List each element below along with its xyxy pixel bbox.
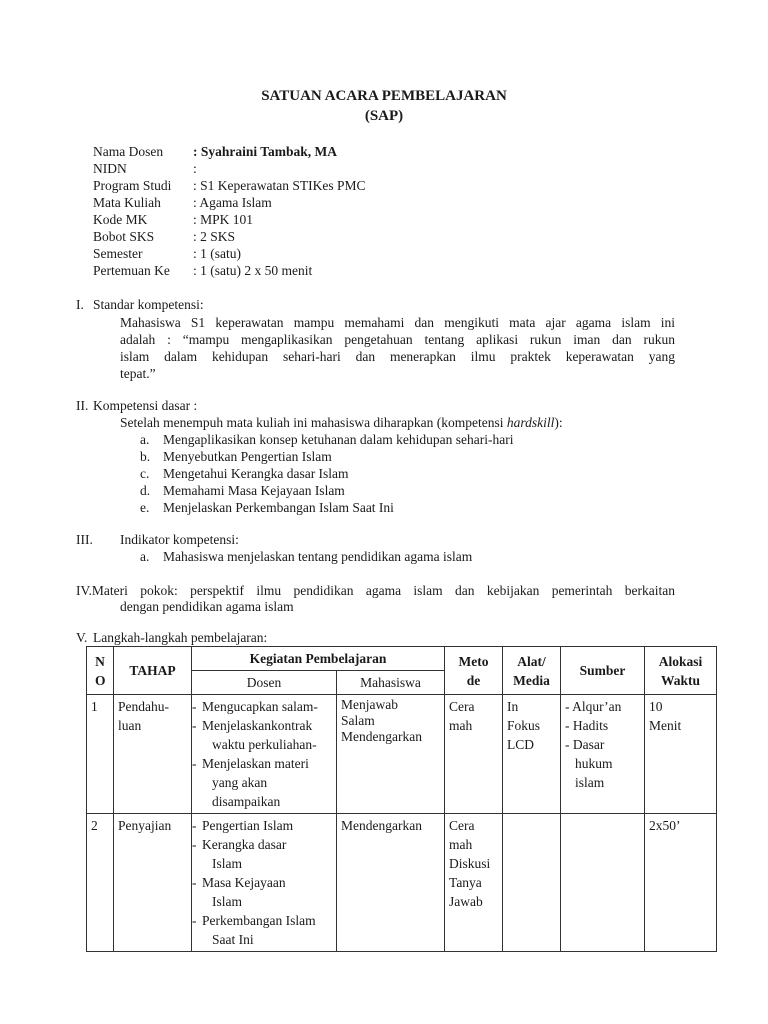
intro-text: Setelah menempuh mata kuliah ini mahasiswa diharapkan (kompetensi [120,415,507,430]
cell-sumber [561,814,645,952]
cell-no: 1 [87,695,114,814]
dash-item [196,816,332,835]
cell-line: waktu perkuliahan- [212,737,317,752]
cell-line: Pengertian Islam [202,818,294,833]
list-item: Mahasiswa menjelaskan tentang pendidikan agama islam [163,549,473,564]
list-letter: b. [140,449,151,464]
cell-line: Menit [649,718,682,733]
cell-line: Hadits [572,718,609,733]
meta-value: : 1 (satu) 2 x 50 menit [193,263,313,278]
dash-item [196,754,332,811]
dash-item [196,697,332,716]
intro-italic: hardskill [506,415,555,430]
paragraph-line: Mahasiswa S1 keperawatan mampu memahami dan mengikuti mata ajar agama islam ini [120,315,675,330]
meta-value: : 2 SKS [193,229,236,244]
cell-line: Tanya [449,875,482,890]
list-letter: a. [140,549,150,564]
header-kegiatan: Kegiatan Pembelajaran [192,647,445,671]
dash-item [196,873,332,911]
cell-line: Menjawab [341,697,398,712]
list-item: Mengetahui Kerangka dasar Islam [163,466,349,481]
cell-line: 10 [649,699,663,714]
cell-sumber [561,695,645,814]
cell-line: - Kerangka dasar [202,837,287,852]
cell-mahasiswa [337,814,445,952]
meta-value: : Agama Islam [193,195,272,210]
cell-alat [503,814,561,952]
table-row [87,814,717,952]
cell-metode [445,695,503,814]
cell-alat [503,695,561,814]
cell-line: Salam [341,713,375,728]
meta-value: : [193,161,197,176]
cell-dosen [192,695,337,814]
header-dosen: Dosen [192,671,337,695]
cell-metode [445,814,503,952]
meta-value: : Syahraini Tambak, MA [193,144,338,159]
cell-line: Cera [449,818,475,833]
list-letter: c. [140,466,150,481]
paragraph-line: tepat.” [120,366,156,381]
lesson-table [86,646,717,952]
cell-line: Jawab [449,894,483,909]
cell-line: Islam [212,856,242,871]
meta-value: : 1 (satu) [193,246,241,261]
cell-line: Diskusi [449,856,491,871]
cell-line: Islam [212,894,242,909]
intro-end: ): [554,415,563,430]
cell-line: islam [575,775,605,790]
list-item: Menyebutkan Pengertian Islam [163,449,332,464]
list-item: Mengaplikasikan konsep ketuhanan dalam kehidupan sehari-hari [163,432,514,447]
cell-dosen [192,814,337,952]
meta-label: Bobot SKS [93,229,155,244]
header-mahasiswa: Mahasiswa [337,671,445,695]
section-continuation: dengan pendidikan agama islam [120,599,294,614]
cell-line: mah [449,837,473,852]
cell-line: Pendahu- [118,699,169,714]
cell-tahap [114,695,192,814]
cell-line: LCD [507,737,535,752]
cell-tahap [114,814,192,952]
list-item: Memahami Masa Kejayaan Islam [163,483,345,498]
cell-line: In [507,699,519,714]
header-tahap: TAHAP [114,647,192,695]
meta-value: : MPK 101 [193,212,254,227]
dash-item [196,911,332,949]
dash-item [196,835,332,873]
section-heading: Indikator kompetensi: [120,532,239,547]
cell-alokasi [645,814,717,952]
meta-label: NIDN [93,161,127,176]
list-letter: e. [140,500,150,515]
page-title: SATUAN ACARA PEMBELAJARAN [261,88,507,104]
cell-line: Dasar [572,737,605,752]
section-heading: Kompetensi dasar : [93,398,198,413]
dash-item: - Hadits [565,718,609,733]
cell-line: Cera [449,699,475,714]
meta-label: Kode MK [93,212,148,227]
cell-line: mah [449,718,473,733]
section-number: II. [76,398,89,413]
cell-line: Penyajian [118,818,172,833]
header-metode: Meto de [445,647,503,695]
cell-line: Saat Ini [212,932,254,947]
cell-line: Mengucapkan salam- [202,699,318,714]
cell-line: - Masa Kejayaan [202,875,286,890]
meta-label: Program Studi [93,178,172,193]
cell-line: disampaikan [212,794,281,809]
header-sumber: Sumber [561,647,645,695]
list-item: Menjelaskan Perkembangan Islam Saat Ini [163,500,394,515]
meta-label: Mata Kuliah [93,195,161,210]
section-heading: Langkah-langkah pembelajaran: [93,630,268,645]
section-number: I. [76,297,84,312]
meta-value: : S1 Keperawatan STIKes PMC [193,178,366,193]
header-alat: Alat/ Media [503,647,561,695]
page-subtitle: (SAP) [364,108,404,124]
section-number: III. [76,532,93,547]
header-alokasi: Alokasi Waktu [645,647,717,695]
table-header-row [87,647,717,671]
cell-line: - Menjelaskan materi [202,756,309,771]
cell-line: hukum [575,756,613,771]
cell-line: - Perkembangan Islam [202,913,316,928]
cell-line: 2x50’ [649,818,681,833]
table-row [87,695,717,814]
section-intro [120,415,563,431]
paragraph-line: adalah : “mampu mengaplikasikan pengetahuan tentang aplikasi rukun iman dan rukun [120,332,675,347]
header-no: N O [87,647,114,695]
cell-line: Fokus [507,718,541,733]
dash-item: - Alqur’an [565,699,622,714]
dash-item: - Dasar hukum islam [565,735,640,792]
section-number: V. [76,630,88,645]
cell-line: - Menjelaskankontrak [202,718,313,733]
meta-label: Nama Dosen [93,144,164,159]
list-letter: a. [140,432,150,447]
cell-line: Mendengarkan [341,818,422,833]
cell-line: Alqur’an [572,699,622,714]
section-heading: IV.Materi pokok: perspektif ilmu pendidikan agama islam dan kebijakan pemerintah berkaitan [76,583,675,598]
meta-label: Semester [93,246,143,261]
section-heading: Standar kompetensi: [93,297,204,312]
cell-line: Mendengarkan [341,729,422,744]
paragraph-line: islam dalam kehidupan sehari-hari dan menerapkan ilmu praktek keperawatan yang [120,349,675,364]
dash-item [196,716,332,754]
cell-no: 2 [87,814,114,952]
meta-label: Pertemuan Ke [93,263,170,278]
cell-line: yang akan [212,775,268,790]
cell-mahasiswa [337,695,445,814]
list-letter: d. [140,483,151,498]
cell-alokasi [645,695,717,814]
cell-line: luan [118,718,142,733]
